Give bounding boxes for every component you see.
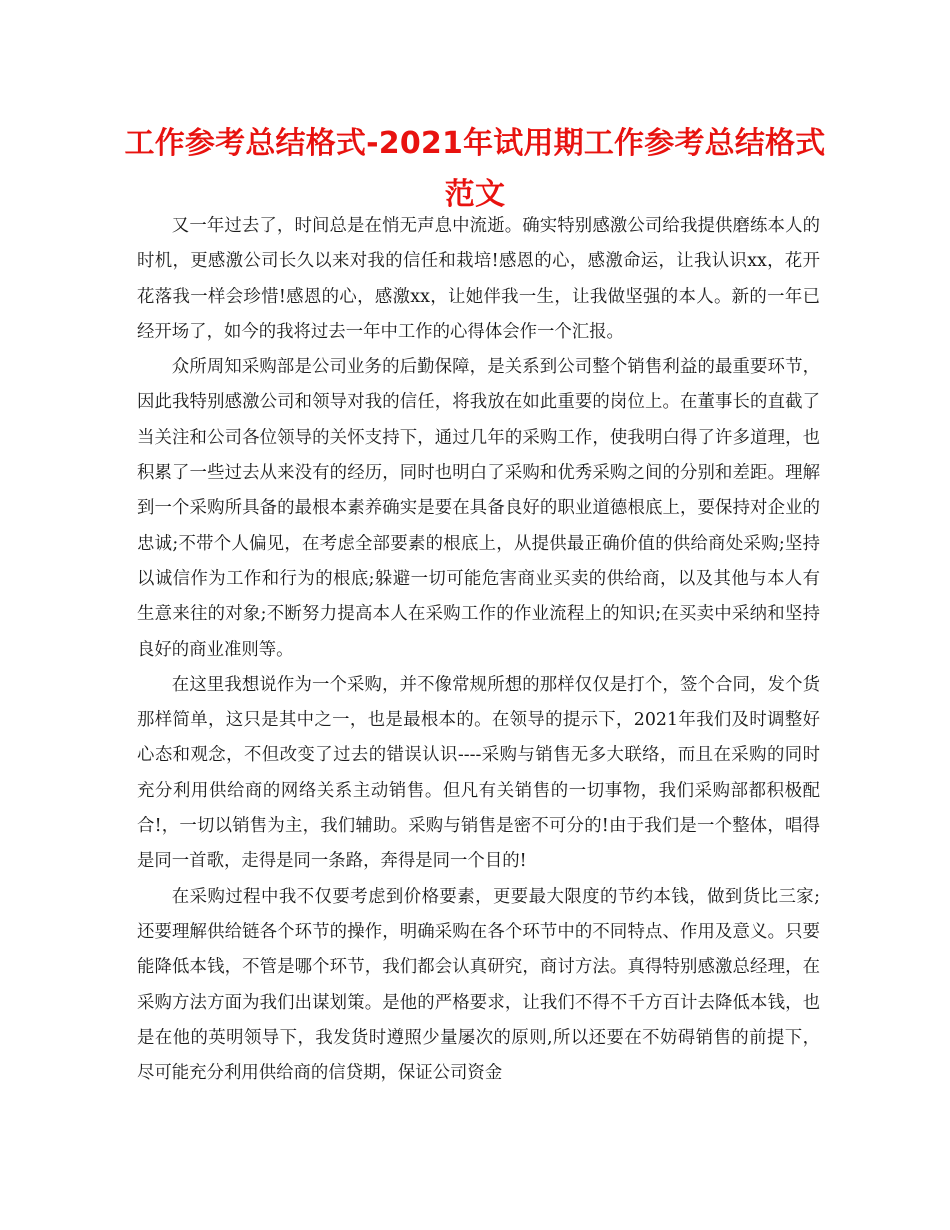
paragraph: 又一年过去了，时间总是在悄无声息中流逝。确实特别感激公司给我提供磨练本人的时机，更感激公司长久以来对我的信任和栽培!感恩的心，感激命运，让我认识xx，花开花落我一样会珍惜!感恩的心，感激xx，让她伴我一生，让我做坚强的本人。新的一年已经开场了，如今的我将过去一年中工作的心得体会作一个汇报。 (137, 216, 820, 342)
document-body (137, 209, 820, 1091)
paragraph: 在采购过程中我不仅要考虑到价格要素，更要最大限度的节约本钱，做到货比三家;还要理解供给链各个环节的操作，明确采购在各个环节中的不同特点、作用及意义。只要能降低本钱，不管是哪个环节，我们都会认真研究，商讨方法。真得特别感激总经理，在采购方法方面为我们出谋划策。是他的严格要求，让我们不得不千方百计去降低本钱，也是在他的英明领导下，我发货时遵照少量屡次的原则,所以还要在不妨碍销售的前提下，尽可能充分利用供给商的信贷期，保证公司资金 (137, 886, 820, 1084)
document-title: 工作参考总结格式-2021年试用期工作参考总结格式范文 (124, 126, 826, 212)
paragraph: 众所周知采购部是公司业务的后勤保障，是关系到公司整个销售利益的最重要环节，因此我特别感激公司和领导对我的信任，将我放在如此重要的岗位上。在董事长的直截了当关注和公司各位领导的关怀支持下，通过几年的采购工作，使我明白得了许多道理，也积累了一些过去从来没有的经历，同时也明白了采购和优秀采购之间的分别和差距。理解到一个采购所具备的最根本素养确实是要在具备良好的职业道德根底上，要保持对企业的忠诚;不带个人偏见，在考虑全部要素的根底上，从提供最正确价值的供给商处采购;坚持以诚信作为工作和行为的根底;躲避一切可能危害商业买卖的供给商，以及其他与本人有生意来往的对象;不断努力提高本人在采购工作的作业流程上的知识;在买卖中采纳和坚持良好的商业准则等。 (137, 357, 820, 660)
paragraph: 在这里我想说作为一个采购，并不像常规所想的那样仅仅是打个，签个合同，发个货那样简单，这只是其中之一，也是最根本的。在领导的提示下，2021年我们及时调整好心态和观念，不但改变了过去的错误认识----采购与销售无多大联络，而且在采购的同时充分利用供给商的网络关系主动销售。但凡有关销售的一切事物，我们采购部都积极配合!，一切以销售为主，我们辅助。采购与销售是密不可分的!由于我们是一个整体，唱得是同一首歌，走得是同一条路，奔得是同一个目的! (137, 674, 820, 872)
